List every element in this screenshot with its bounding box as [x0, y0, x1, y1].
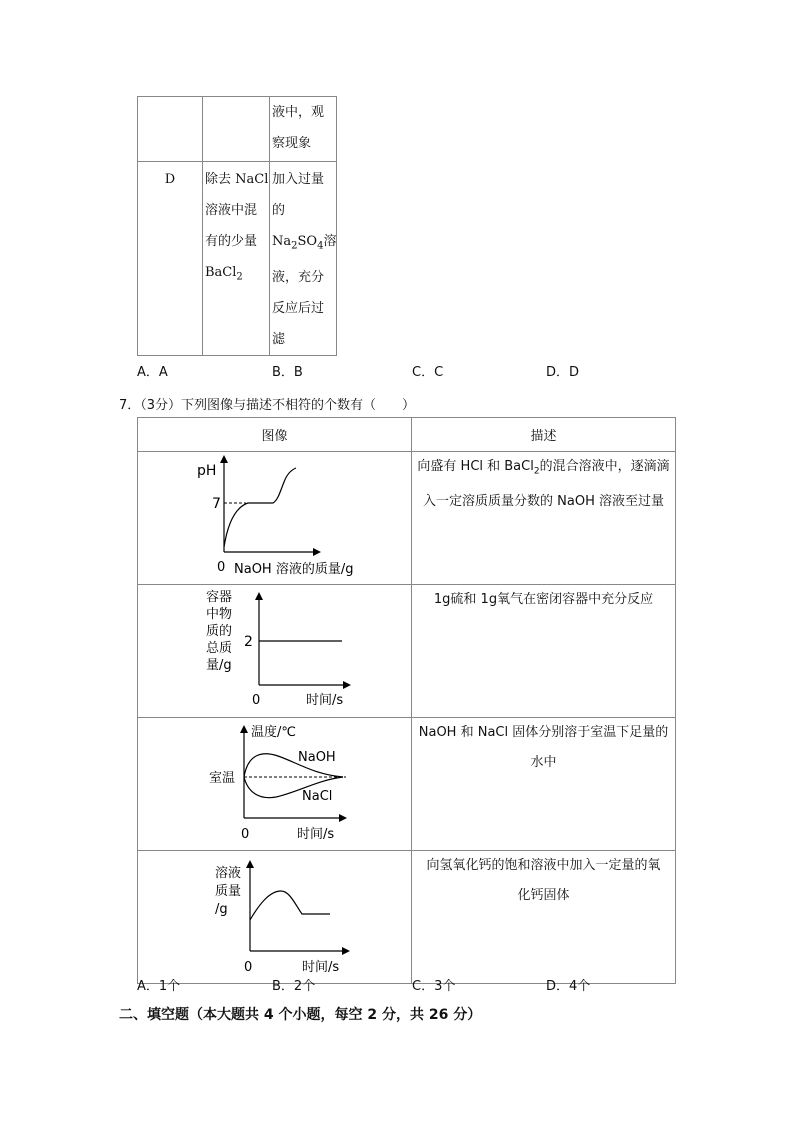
x-axis-arrow: [339, 814, 347, 822]
y-tick-2: 2: [244, 634, 253, 650]
y-label-line: 中物: [206, 607, 233, 622]
q7-desc-cell: [412, 585, 676, 718]
q7-title: 7．（3分）下列图像与描述不相符的个数有（ ）: [119, 398, 416, 413]
q7-desc-line: 向氢氧化钙的饱和溶液中加入一定量的氧: [426, 858, 661, 873]
q7-desc-line: NaOH 和 NaCl 固体分别溶于室温下足量的: [418, 725, 669, 740]
naoh-series-label: NaOH: [298, 750, 336, 765]
y-label-line: 质的: [206, 624, 233, 639]
y-label-line: 量/g: [206, 658, 232, 673]
q6-row-d-purpose-line: 有的少量: [205, 234, 258, 249]
y-label-line: 溶液: [215, 866, 242, 881]
q6-row-d-method-line: 反应后过: [272, 300, 325, 316]
q7-graph-cell: [138, 851, 412, 984]
x-axis-label: 时间/s: [297, 827, 335, 842]
q6-row-c-method-line: 液中，观: [272, 105, 325, 120]
q7-desc-line: 1g硫和 1g氧气在密闭容器中充分反应: [433, 592, 654, 607]
y-axis-arrow: [255, 592, 263, 600]
q6-row-d-method-line: 加入过量: [272, 172, 325, 187]
y-axis-arrow: [240, 725, 248, 733]
solution-mass-graph: [138, 851, 411, 979]
x-axis-label: 时间/s: [302, 960, 340, 975]
temperature-graph: [138, 718, 411, 846]
origin-label: 0: [241, 827, 250, 842]
ph-7-tick: 7: [212, 496, 221, 512]
q6-row-d-purpose-formula: BaCl$_2$: [205, 265, 243, 283]
q6-row-d-purpose-cell: [203, 162, 270, 356]
q7-desc-cell: [412, 718, 676, 851]
y-axis-arrow: [246, 860, 254, 868]
q6-row-d-method-formula: $Na_2SO_4$溶: [272, 234, 337, 252]
y-axis-arrow: [220, 455, 228, 463]
section2-title: 二、填空题（本大题共 4 个小题，每空 2 分，共 26 分）: [119, 1007, 482, 1023]
q6-row-c-label-cell: [138, 97, 203, 162]
q6-option-c[interactable]: C．C: [412, 365, 444, 380]
origin-label: 0: [244, 960, 253, 975]
x-axis-arrow: [343, 681, 351, 689]
x-axis-arrow: [342, 947, 350, 955]
q7-graph-cell: [138, 585, 412, 718]
q7-desc-cell: [412, 851, 676, 984]
q7-row: [138, 718, 676, 851]
q6-row-d-purpose-line: 溶液中混: [205, 203, 258, 218]
q7-desc-line: 化钙固体: [517, 888, 570, 903]
ph-axis-label: pH: [197, 463, 217, 479]
q7-header-desc: 描述: [412, 418, 676, 452]
nacl-series-label: NaCl: [302, 789, 333, 804]
q7-header-row: [138, 418, 676, 452]
ph-curve: [224, 468, 296, 547]
q6-table: [137, 96, 337, 356]
q6-row-d-method-line: 滤: [272, 331, 286, 347]
q6-row-d-method-cell: [270, 162, 337, 356]
solution-mass-curve: [250, 891, 330, 920]
q7-graph-cell: [138, 718, 412, 851]
q6-option-a[interactable]: A．A: [137, 365, 168, 380]
q6-row-c-purpose-cell: [203, 97, 270, 162]
y-label-line: 容器: [206, 590, 233, 605]
q7-row: [138, 452, 676, 585]
q6-option-b[interactable]: B．B: [272, 365, 303, 380]
q6-row-c-method-cell: [270, 97, 337, 162]
x-axis-label: 时间/s: [306, 693, 344, 708]
q6-row-d-label-cell: [138, 162, 203, 356]
origin-label: 0: [217, 560, 226, 575]
y-label-line: 总质: [206, 641, 233, 656]
q7-desc-line: 入一定溶质质量分数的 NaOH 溶液至过量: [423, 493, 664, 509]
y-label-line: 质量: [215, 884, 242, 899]
x-axis-arrow: [313, 548, 321, 556]
y-axis-label: 温度/℃: [251, 725, 296, 740]
q7-option-c[interactable]: C．3个: [412, 979, 456, 994]
q7-row: [138, 585, 676, 718]
q7-option-d[interactable]: D．4个: [546, 979, 591, 994]
q7-desc-line: 水中: [530, 755, 557, 770]
q7-header-image: 图像: [138, 418, 412, 452]
q6-option-d[interactable]: D．D: [546, 365, 580, 380]
q7-option-b[interactable]: B．2个: [272, 979, 316, 994]
q7-graph-cell: [138, 452, 412, 585]
q7-desc-line: 向盛有 HCl 和 BaCl$_2$的混合溶液中，逐滴滴: [417, 459, 670, 477]
mass-graph: [138, 585, 411, 713]
q6-row-d-purpose-line: 除去 NaCl: [205, 172, 269, 187]
q6-row-d: [138, 162, 337, 356]
q6-row-d-method-line: 的: [272, 203, 286, 218]
q6-row-d-method-line: 液，充分: [272, 269, 325, 285]
q6-row-d-label: D: [164, 172, 176, 187]
q7-table: [137, 417, 676, 984]
room-temp-label: 室温: [209, 771, 236, 786]
x-axis-label: NaOH 溶液的质量/g: [234, 562, 354, 577]
y-label-line: /g: [215, 902, 228, 917]
origin-label: 0: [252, 693, 261, 708]
q7-row: [138, 851, 676, 984]
q7-desc-cell: [412, 452, 676, 585]
q6-row-c: [138, 97, 337, 162]
q6-row-c-method-line: 察现象: [272, 136, 312, 151]
ph-graph: [138, 452, 411, 580]
q7-option-a[interactable]: A．1个: [137, 979, 181, 994]
